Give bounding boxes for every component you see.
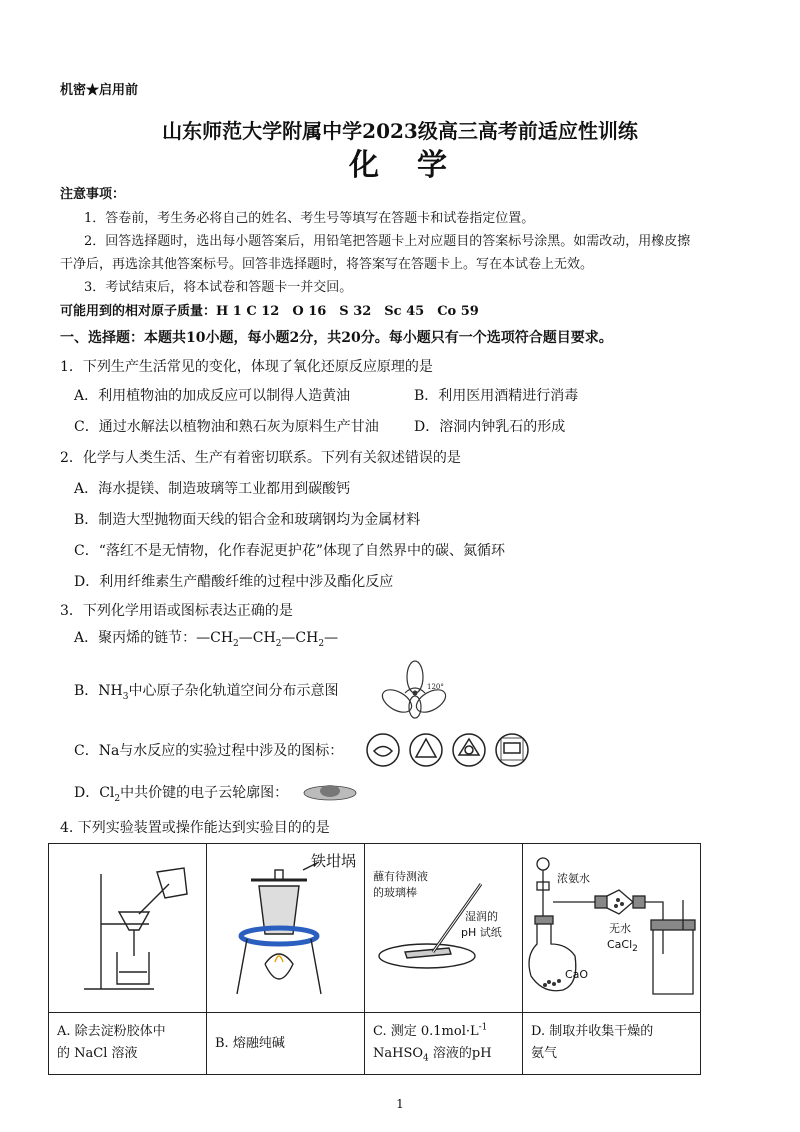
q3-b-text-2: 中心原子杂化轨道空间分布示意图 bbox=[128, 683, 339, 699]
section-heading: 一、选择题：本题共10小题，每小题2分，共20分。每小题只有一个选项符合题目要求。 bbox=[60, 330, 613, 346]
q1-option-b: B．利用医用酒精进行消毒 bbox=[414, 388, 579, 404]
q1-stem: 1．下列生产生活常见的变化，体现了氧化还原反应原理的是 bbox=[60, 359, 433, 375]
q4-stem: 4. 下列实验装置或操作能达到实验目的的是 bbox=[60, 820, 330, 836]
caption-a-line-2: 的 NaCl 溶液 bbox=[57, 1046, 138, 1061]
note-3: 3．考试结束后，将本试卷和答题卡一并交回。 bbox=[84, 280, 353, 295]
ammonia-label: 浓氨水 bbox=[557, 872, 590, 885]
q3-option-d: D．$Cl_2$中共价键的电子云轮廓图： bbox=[74, 785, 289, 804]
note-2-line-1: 2．回答选择题时，选出每小题答案后，用铅笔把答题卡上对应题目的答案标号涂黑。如需改动，用橡皮擦 bbox=[84, 234, 691, 249]
page-number: 1 bbox=[396, 1097, 404, 1111]
caption-d bbox=[523, 1013, 700, 1073]
q2-stem: 2．化学与人类生活、生产有着密切联系。下列有关叙述错误的是 bbox=[60, 450, 461, 466]
hot-surface-icon bbox=[407, 731, 445, 769]
q3-stem: 3．下列化学用语或图标表达正确的是 bbox=[60, 603, 293, 619]
q3-option-c: C．Na与水反应的实验过程中涉及的图标： bbox=[74, 743, 344, 759]
cacl2-label-1: 无水 bbox=[609, 922, 631, 935]
apparatus-c-cell bbox=[365, 844, 523, 1013]
q1-option-a: A．利用植物油的加成反应可以制得人造黄油 bbox=[74, 388, 351, 404]
caption-c-text-2: NaHSO bbox=[373, 1046, 424, 1061]
caption-b: B. 熔融纯碱 bbox=[215, 1035, 285, 1051]
caption-c-text-3: 溶液的pH bbox=[432, 1046, 492, 1061]
caption-a-line-1: A. 除去淀粉胶体中 bbox=[57, 1024, 166, 1039]
caption-c-text-1: C. 测定 0.1mol·L bbox=[373, 1024, 479, 1039]
q3-b-text-1: B．NH bbox=[74, 683, 123, 699]
caption-c-cell bbox=[365, 1013, 523, 1075]
crucible-label: 铁坩埚 bbox=[311, 852, 357, 870]
caption-d-line-2: 氨气 bbox=[531, 1046, 558, 1061]
rod-label-2: 的玻璃棒 bbox=[373, 886, 417, 899]
q4-apparatus-table bbox=[48, 843, 701, 1075]
cao-label: CaO bbox=[565, 968, 589, 981]
q3-option-b: B．$NH_3$中心原子杂化轨道空间分布示意图 bbox=[74, 683, 339, 702]
caption-c-line-1: C. 测定 $0.1mol\cdot L^{-1}$ bbox=[373, 1022, 488, 1039]
sp3-orbital-diagram bbox=[375, 655, 455, 725]
exam-title: 山东师范大学附属中学2023级高三高考前适应性训练 bbox=[162, 119, 638, 143]
rod-label-1: 蘸有待测液 bbox=[373, 870, 428, 883]
q3-a-text-3: —CH bbox=[281, 630, 319, 646]
note-2-line-2: 干净后，再选涂其他答案标号。回答非选择题时，将答案写在答题卡上。写在本试卷上无效。 bbox=[60, 257, 594, 272]
q2-option-d: D．利用纤维素生产醋酸纤维的过程中涉及酯化反应 bbox=[74, 574, 394, 590]
ventilation-icon bbox=[450, 731, 488, 769]
apparatus-d-cell bbox=[523, 844, 701, 1013]
cacl2-text: CaCl bbox=[607, 938, 633, 951]
q2-option-c: C．“落红不是无情物，化作春泥更护花”体现了自然界中的碳、氮循环 bbox=[74, 543, 506, 559]
q3-a-text-1: A．聚丙烯的链节：—CH bbox=[74, 630, 234, 646]
q3-d-text-2: 中共价键的电子云轮廓图： bbox=[120, 785, 289, 801]
caption-d-cell bbox=[523, 1013, 701, 1075]
q3-a-text-2: —CH bbox=[238, 630, 276, 646]
caption-d-line-1: D. 制取并收集干燥的 bbox=[531, 1024, 654, 1039]
cacl2-label-2: CaCl$_2$ bbox=[607, 938, 638, 955]
q3-d-text-1: D．Cl bbox=[74, 785, 115, 801]
note-1: 1．答卷前，考生务必将自己的姓名、考生号等填写在答题卡和试卷指定位置。 bbox=[84, 211, 535, 226]
subject-title: 化 学 bbox=[349, 148, 451, 183]
q3-option-a: A．聚丙烯的链节：$—CH_2—CH_2—CH_2—$ bbox=[74, 630, 339, 649]
ph-paper-label-1: 湿润的 bbox=[465, 910, 498, 923]
notes-heading: 注意事项： bbox=[60, 187, 126, 202]
angle-label: 120° bbox=[427, 683, 444, 691]
q1-option-c: C．通过水解法以植物油和熟石灰为原料生产甘油 bbox=[74, 419, 379, 435]
q3-a-text-4: — bbox=[324, 630, 339, 646]
caption-c bbox=[365, 1013, 522, 1073]
ph-paper-label-2: pH 试纸 bbox=[461, 926, 502, 939]
confidential-label: 机密★启用前 bbox=[60, 83, 139, 98]
caption-a bbox=[49, 1013, 206, 1073]
apparatus-b-cell bbox=[207, 844, 365, 1013]
caption-b-cell bbox=[207, 1013, 365, 1075]
q2-option-a: A．海水提镁、制造玻璃等工业都用到碳酸钙 bbox=[74, 481, 351, 497]
q1-option-d: D．溶洞内钟乳石的形成 bbox=[414, 419, 566, 435]
electron-cloud-diagram bbox=[302, 780, 358, 806]
caption-a-cell bbox=[49, 1013, 207, 1075]
q2-option-b: B．制造大型抛物面天线的铝合金和玻璃钢均为金属材料 bbox=[74, 512, 421, 528]
wash-hands-icon bbox=[493, 731, 531, 769]
filtration-apparatus bbox=[49, 844, 206, 1008]
apparatus-a-cell bbox=[49, 844, 207, 1013]
atomic-masses: 可能用到的相对原子质量：H 1 C 12 O 16 S 32 Sc 45 Co 59 bbox=[60, 304, 479, 319]
caption-c-line-2: NaHSO$_4$ 溶液的pH bbox=[373, 1046, 492, 1064]
safety-goggles-icon bbox=[364, 731, 402, 769]
